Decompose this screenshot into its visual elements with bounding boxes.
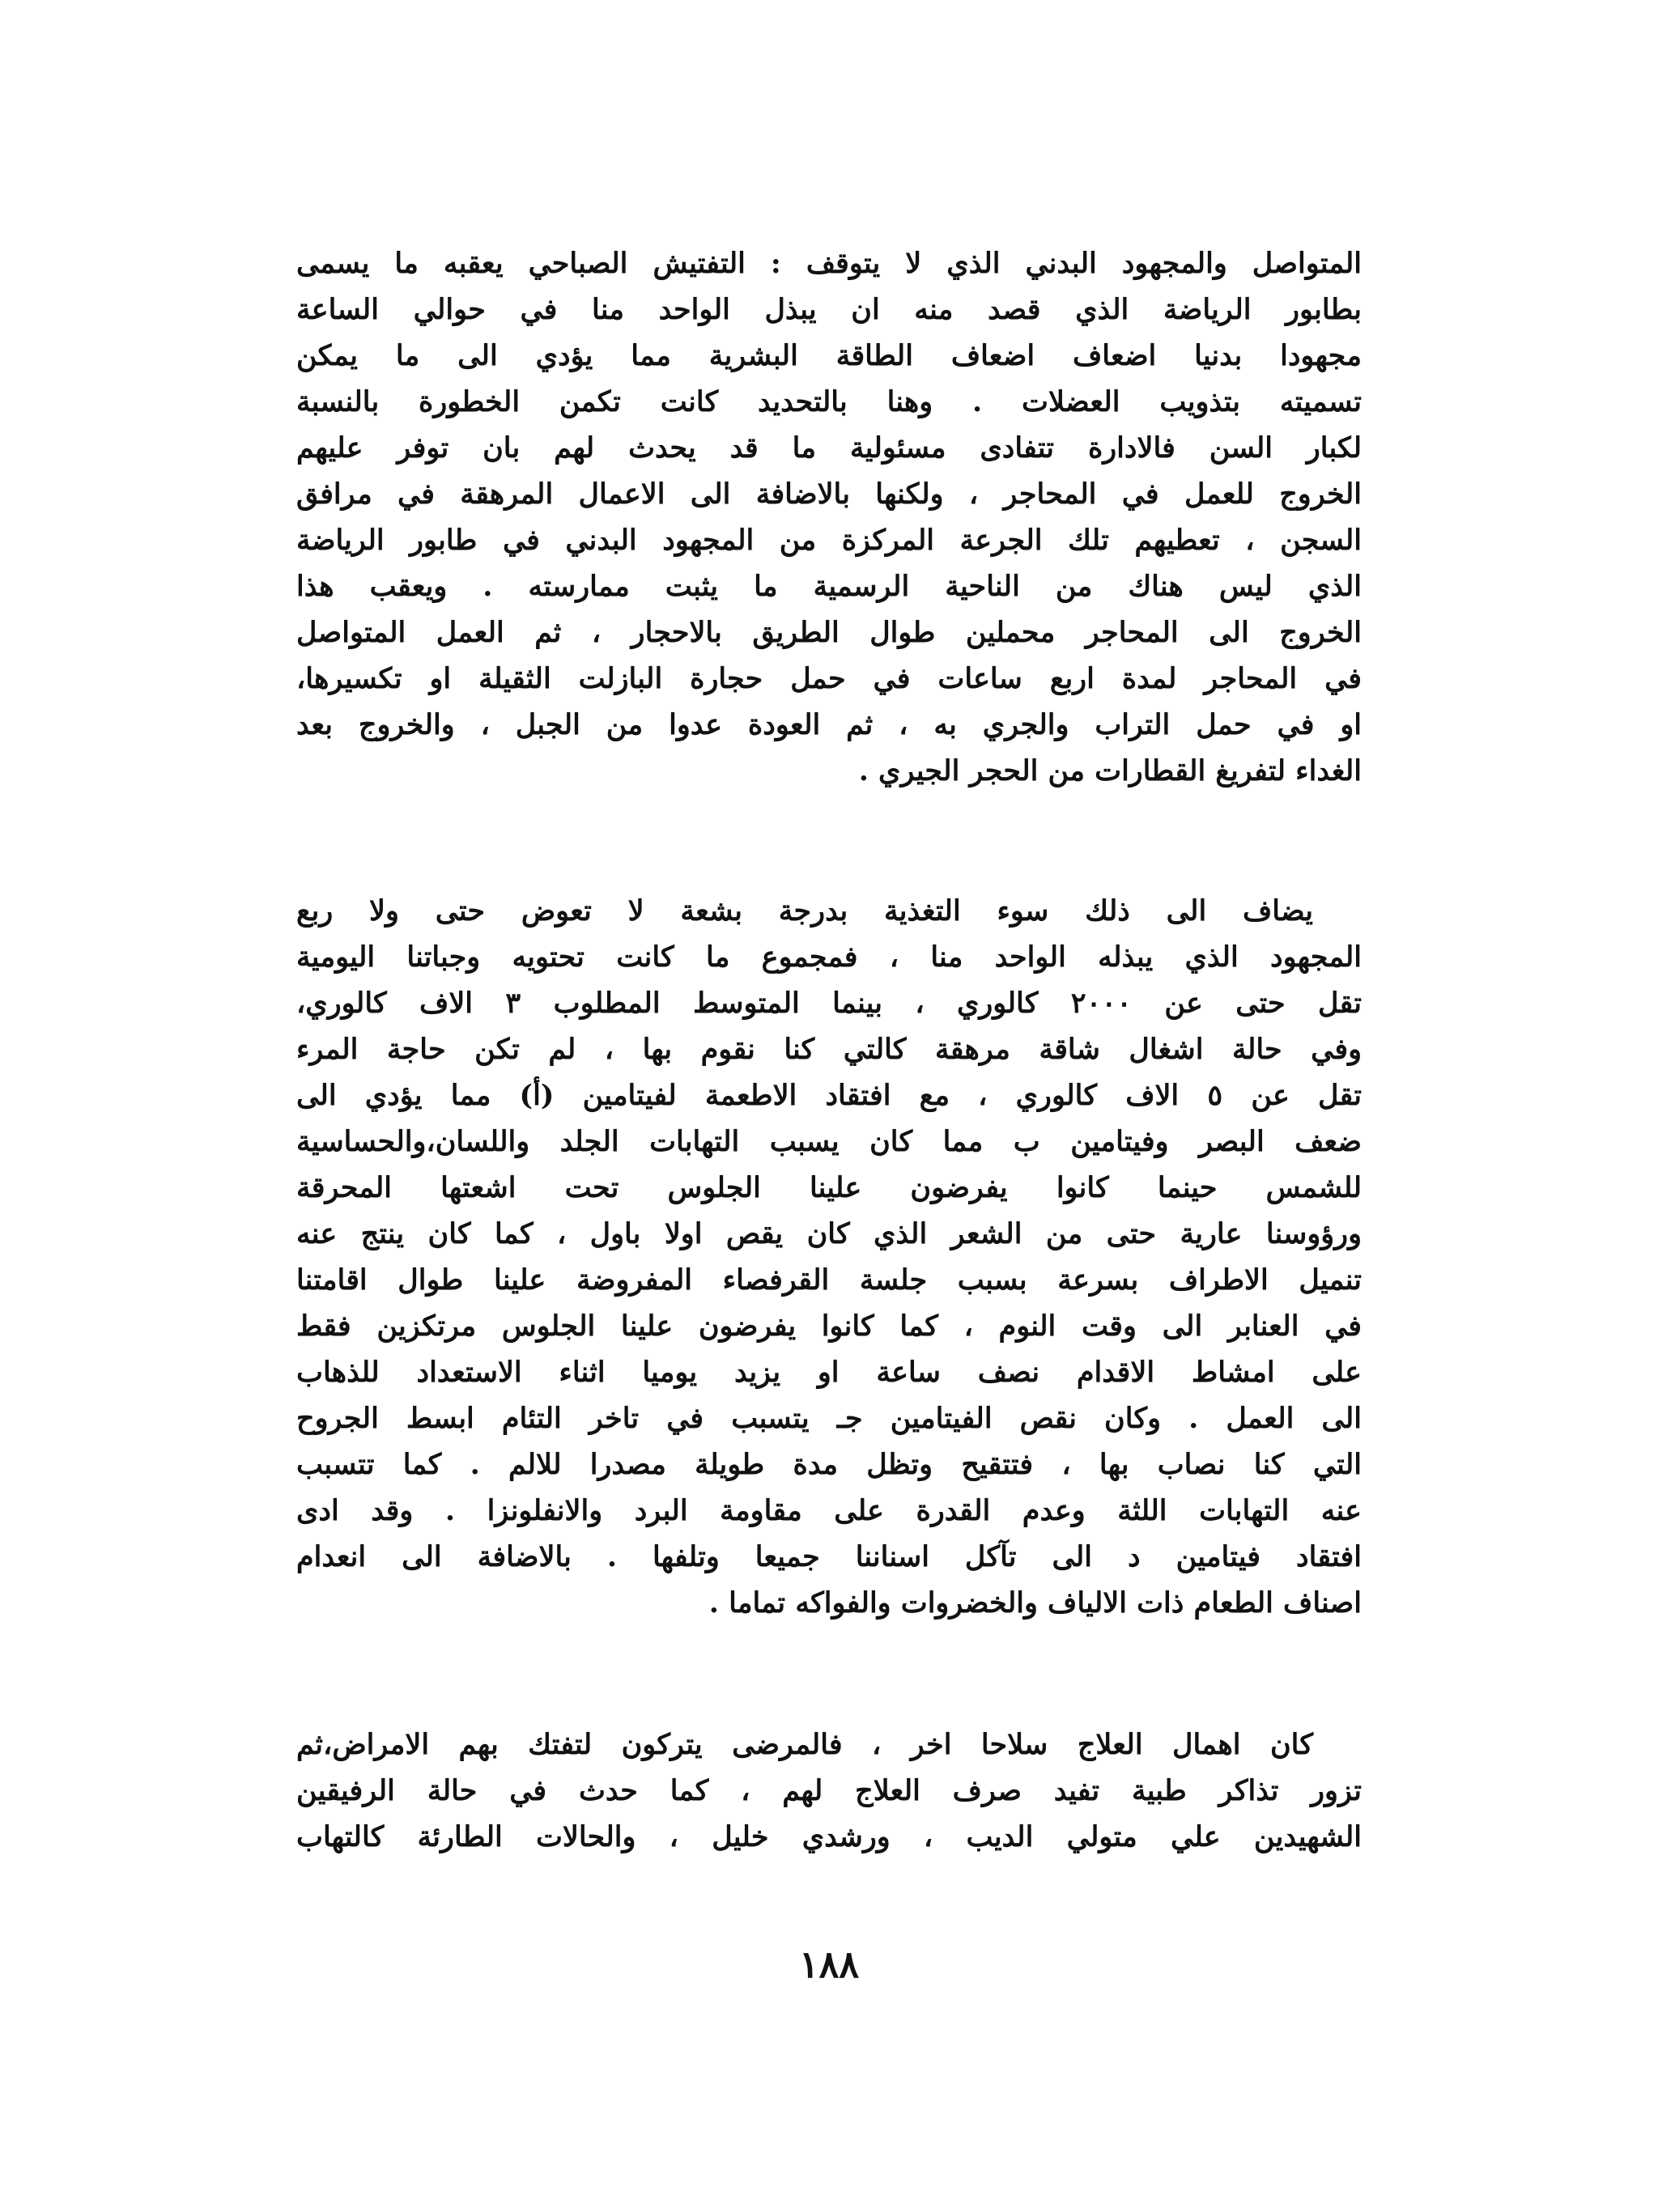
text-line: الى العمل . وكان نقص الفيتامين جـ يتسبب في تاخر التئام ابسط الجروح	[296, 1402, 1362, 1435]
text-line: في المحاجر لمدة اربع ساعات في حمل حجارة البازلت الثقيلة او تكسيرها،	[296, 662, 1362, 695]
text-line: كان اهمال العلاج سلاحا اخر ، فالمرضى يتركون لتفتك بهم الامراض،ثم	[296, 1728, 1313, 1761]
paragraph-1	[296, 240, 1362, 794]
text-line: يضاف الى ذلك سوء التغذية بدرجة بشعة لا تعوض حتى ولا ربع	[296, 894, 1313, 928]
text-line: الخروج للعمل في المحاجر ، ولكنها بالاضافة الى الاعمال المرهقة في مرافق	[296, 478, 1362, 511]
text-line: تزور تذاكر طبية تفيد صرف العلاج لهم ، كما حدث في حالة الرفيقين	[296, 1774, 1362, 1807]
text-line: الخروج الى المحاجر محملين طوال الطريق بالاحجار ، ثم العمل المتواصل	[296, 616, 1362, 649]
text-line: على امشاط الاقدام نصف ساعة او يزيد يوميا اثناء الاستعداد للذهاب	[296, 1356, 1362, 1389]
page-number: ١٨٨	[798, 1942, 860, 1986]
text-line: عنه التهابات اللثة وعدم القدرة على مقاومة البرد والانفلونزا . وقد ادى	[296, 1494, 1362, 1527]
text-line: تنميل الاطراف بسرعة بسبب جلسة القرفصاء المفروضة علينا طوال اقامتنا	[296, 1263, 1362, 1297]
text-line: تسميته بتذويب العضلات . وهنا بالتحديد كانت تكمن الخطورة بالنسبة	[296, 385, 1362, 418]
text-line: مجهودا بدنيا اضعاف اضعاف الطاقة البشرية مما يؤدي الى ما يمكن	[296, 339, 1362, 372]
text-line: الشهيدين علي متولي الديب ، ورشدي خليل ، والحالات الطارئة كالتهاب	[296, 1820, 1362, 1853]
text-line: الغداء لتفريغ القطارات من الحجر الجيري .	[858, 754, 1362, 788]
text-line: للشمس حينما كانوا يفرضون علينا الجلوس تحت اشعتها المحرقة	[296, 1171, 1362, 1204]
text-line: في العنابر الى وقت النوم ، كما كانوا يفرضون علينا الجلوس مرتكزين فقط	[296, 1310, 1362, 1343]
text-line: ضعف البصر وفيتامين ب مما كان يسبب التهابات الجلد واللسان،والحساسية	[296, 1125, 1362, 1158]
text-line: بطابور الرياضة الذي قصد منه ان يبذل الواحد منا في حوالي الساعة	[296, 293, 1362, 326]
text-line: او في حمل التراب والجري به ، ثم العودة عدوا من الجبل ، والخروج بعد	[296, 708, 1362, 741]
text-line: تقل حتى عن ٢٠٠٠ كالوري ، بينما المتوسط المطلوب ٣ الاف كالوري،	[296, 987, 1362, 1020]
text-line: التي كنا نصاب بها ، فتتقيح وتظل مدة طويلة مصدرا للالم . كما تتسبب	[296, 1448, 1362, 1481]
text-line: اصناف الطعام ذات الالياف والخضروات والفواكه تماما .	[708, 1586, 1362, 1620]
text-line: ورؤوسنا عارية حتى من الشعر الذي كان يقص اولا باول ، كما كان ينتج عنه	[296, 1217, 1362, 1250]
text-line: السجن ، تعطيهم تلك الجرعة المركزة من المجهود البدني في طابور الرياضة	[296, 524, 1362, 557]
text-line: افتقاد فيتامين د الى تآكل اسناننا جميعا وتلفها . بالاضافة الى انعدام	[296, 1540, 1362, 1573]
paragraph-2	[296, 888, 1362, 1626]
text-line: المتواصل والمجهود البدني الذي لا يتوقف : التفتيش الصباحي يعقبه ما يسمى	[296, 247, 1362, 280]
text-line: وفي حالة اشغال شاقة مرهقة كالتي كنا نقوم بها ، لم تكن حاجة المرء	[296, 1033, 1362, 1066]
text-line: لكبار السن فالادارة تتفادى مسئولية ما قد يحدث لهم بان توفر عليهم	[296, 431, 1362, 465]
text-line: تقل عن ٥ الاف كالوري ، مع افتقاد الاطعمة لفيتامين (أ) مما يؤدي الى	[296, 1079, 1362, 1112]
text-line: المجهود الذي يبذله الواحد منا ، فمجموع ما كانت تحتويه وجباتنا اليومية	[296, 940, 1362, 974]
text-line: الذي ليس هناك من الناحية الرسمية ما يثبت ممارسته . ويعقب هذا	[296, 570, 1362, 603]
paragraph-3	[296, 1722, 1362, 1860]
